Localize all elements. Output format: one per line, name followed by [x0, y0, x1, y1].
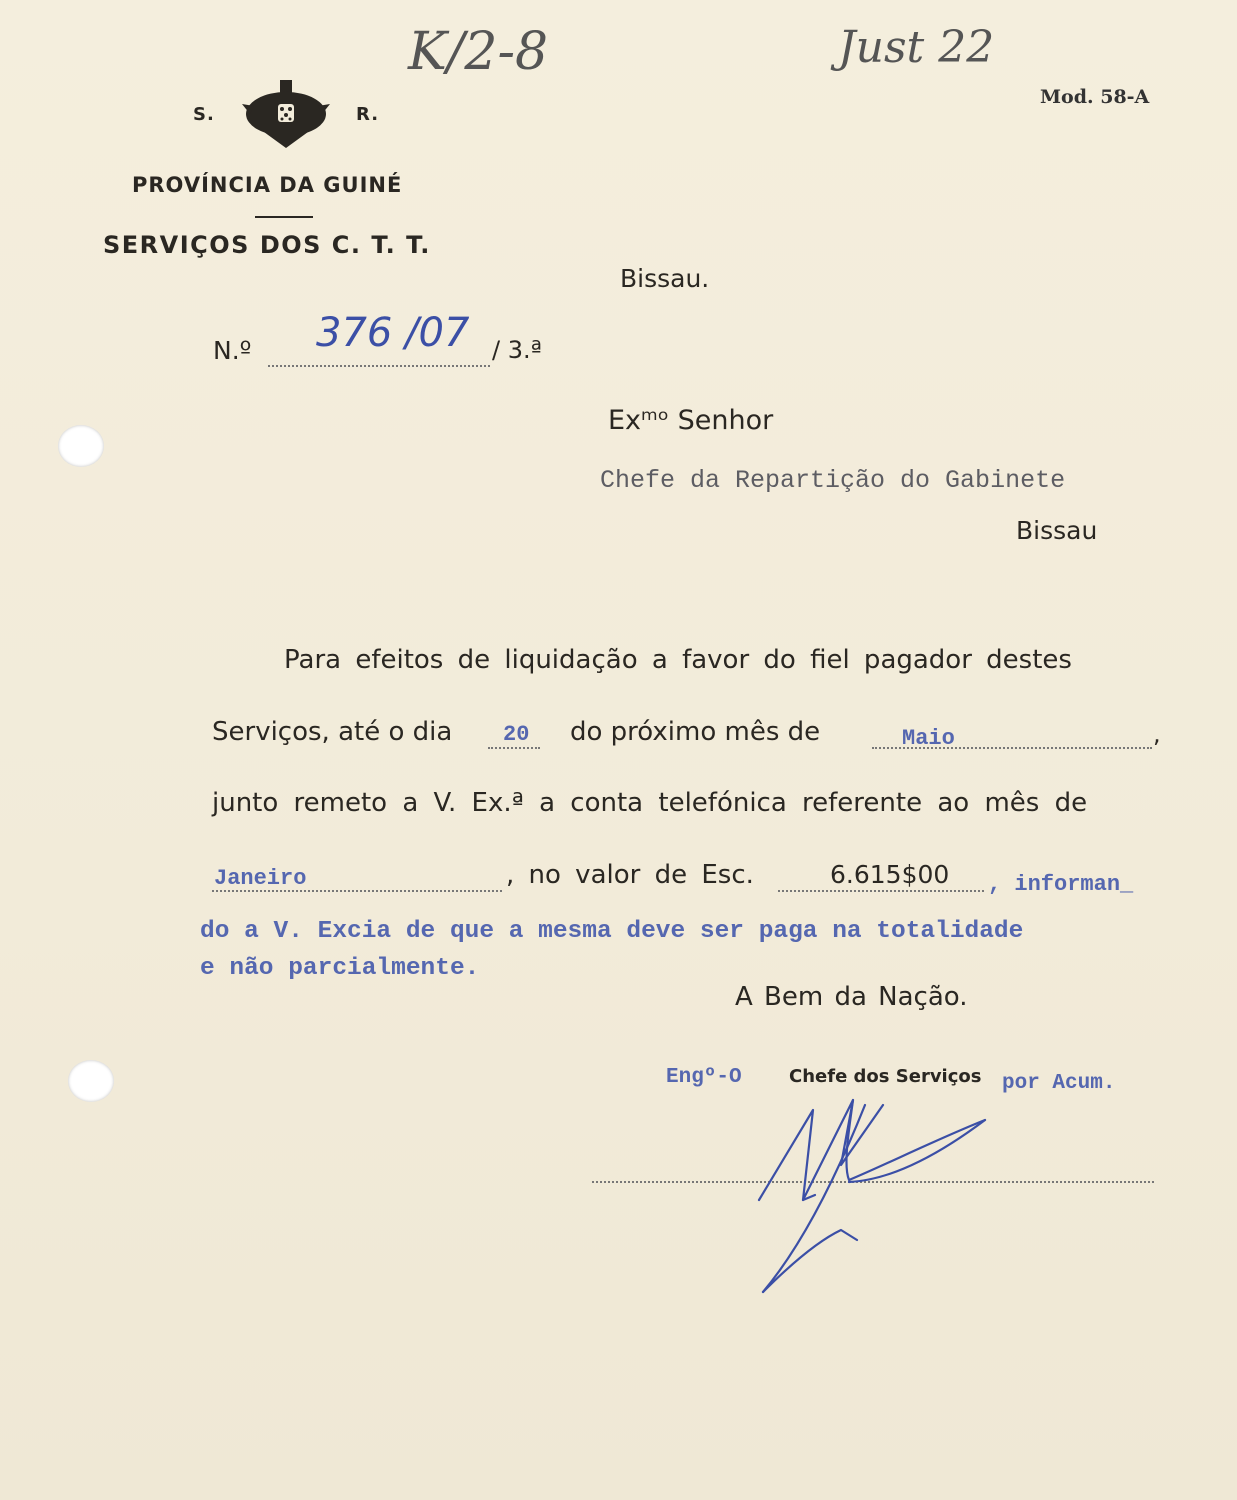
amount-dotted-line	[778, 889, 984, 892]
letterhead-right-initial: R.	[356, 104, 380, 125]
handwritten-reference: K/2-8	[408, 22, 549, 82]
closing-line: A Bem da Nação.	[735, 982, 968, 1012]
punch-hole-bottom	[68, 1060, 114, 1102]
handwritten-signature	[745, 1070, 1025, 1300]
letterhead-divider	[255, 216, 313, 218]
signature-prefix: Engº-O	[666, 1066, 742, 1089]
letterhead-left-initial: S.	[193, 104, 215, 125]
number-handwritten-value: 376 /07	[316, 310, 470, 356]
form-code: Mod. 58-A	[1040, 86, 1150, 108]
comma-mark: ,	[1153, 720, 1161, 748]
letterhead-province: PROVÍNCIA DA GUINÉ	[132, 173, 403, 197]
punch-hole-top	[58, 425, 104, 467]
typed-continuation-3: e não parcialmente.	[200, 955, 480, 982]
typed-continuation-1: , informan_	[988, 872, 1134, 897]
addressee-salutation: Exᵐᵒ Senhor	[608, 405, 774, 436]
signature-suffix: por Acum.	[1002, 1072, 1116, 1095]
number-label: N.º	[213, 336, 252, 365]
number-suffix: / 3.ª	[492, 336, 542, 364]
body-line-2-mid: do próximo mês de	[570, 717, 821, 747]
body-line-3: junto remeto a V. Ex.ª a conta telefónica referente ao mês de	[212, 788, 1088, 818]
number-dotted-line	[268, 364, 490, 367]
letterhead-service: SERVIÇOS DOS C. T. T.	[103, 231, 431, 259]
signature-title: Chefe dos Serviços	[789, 1066, 982, 1087]
body-line-1: Para efeitos de liquidação a favor do fiel pagador destes	[284, 645, 1072, 675]
day-value: 20	[503, 722, 530, 747]
handwritten-note: Just 22	[838, 22, 995, 73]
addressee-city: Bissau	[1016, 516, 1098, 545]
month-next-value: Maio	[902, 726, 955, 751]
addressee-title: Chefe da Repartição do Gabinete	[600, 466, 1066, 495]
coat-of-arms-icon	[240, 74, 332, 154]
month-ref-value: Janeiro	[214, 866, 307, 891]
body-line-4-mid: , no valor de Esc.	[506, 860, 754, 890]
typed-continuation-2: do a V. Excia de que a mesma deve ser paga na totalidade	[200, 918, 1024, 945]
amount-value: 6.615$00	[830, 860, 950, 889]
place-line: Bissau.	[620, 264, 710, 293]
body-line-2-start: Serviços, até o dia	[212, 717, 453, 747]
